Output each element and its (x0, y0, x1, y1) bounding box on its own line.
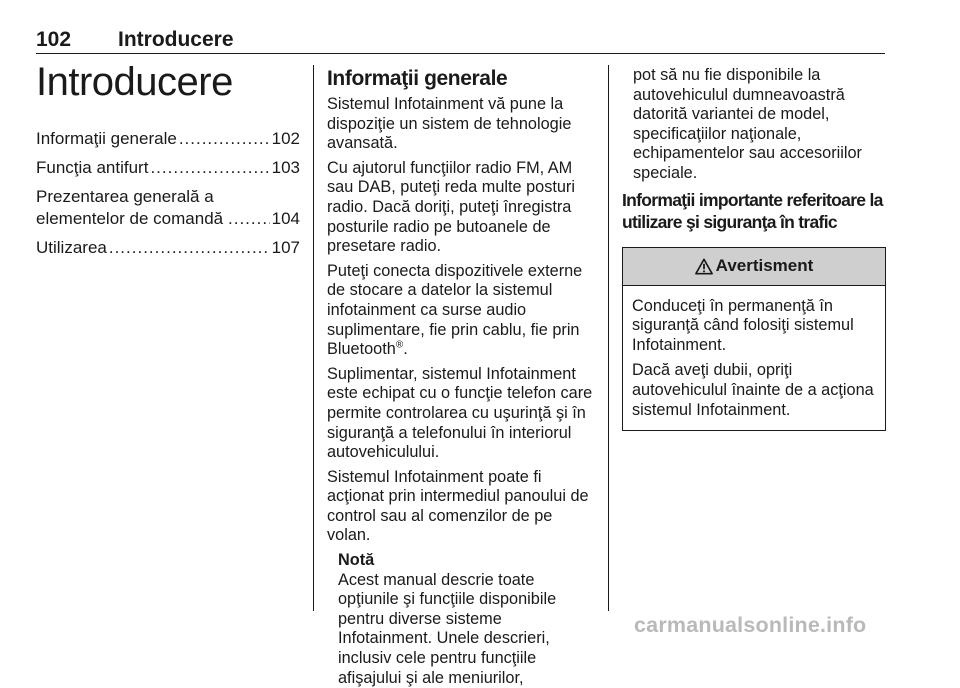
warning-title: Avertisment (715, 256, 814, 276)
chapter-title: Introducere (36, 60, 233, 104)
note-text: Acest manual descrie toate opţiunile şi funcţiile disponibile pentru diverse sisteme Infotainment. Unele descrieri, inclusiv cele pentru funcţiile afişajului şi ale meniurilor, (338, 570, 557, 687)
toc-leader-dots (179, 128, 270, 150)
toc-entry[interactable] (36, 237, 300, 259)
note-block (338, 551, 595, 688)
toc-label: Funcţia antifurt (36, 158, 149, 177)
sentence-period: . (403, 340, 408, 359)
warning-box (622, 247, 886, 432)
toc-leader-dots (228, 208, 270, 230)
toc-entry[interactable] (36, 128, 300, 150)
toc-label: Prezentarea generală a elementelor de comandă (36, 187, 224, 228)
toc-entry[interactable] (36, 186, 300, 230)
toc-page: 107 (271, 238, 300, 257)
warning-header (623, 248, 885, 286)
warning-triangle-icon (695, 258, 713, 275)
watermark: carmanualsonline.info (634, 613, 867, 637)
running-title: Introducere (118, 28, 234, 51)
subsection-title: Informaţii importante referitoare la utilizare şi siguranţa în trafic (622, 189, 883, 232)
chapter-column (36, 58, 300, 266)
paragraph: Suplimentar, sistemul Infotainment este echipat cu o funcţie telefon care permite controlarea cu uşurinţă şi în siguranţă a telefonului în interiorul autovehiculului. (327, 364, 593, 462)
table-of-contents (36, 128, 300, 259)
toc-page: 102 (271, 129, 300, 148)
header-rule (36, 53, 885, 54)
paragraph: Sistemul Infotainment poate fi acţionat prin intermediul panoului de control sau al comenzilor de pe volan. (327, 467, 589, 545)
bluetooth-word: Bluetooth (327, 340, 396, 359)
registered-mark: ® (395, 339, 404, 351)
toc-leader-dots (150, 157, 269, 179)
toc-label: Utilizarea (36, 238, 107, 257)
toc-leader-dots (109, 237, 270, 259)
paragraph-text: Puteţi conecta dispozitivele externe de stocare a datelor la sistemul infotainment ca surse audio suplimentare, fie prin cablu, fie prin (327, 261, 583, 339)
paragraph: Sistemul Infotainment vă pune la dispoziţie un sistem de tehnologie avansată. (327, 95, 572, 153)
toc-entry[interactable] (36, 157, 300, 179)
page-number: 102 (36, 28, 72, 51)
warning-paragraph: Dacă aveţi dubii, opriţi autovehiculul înainte de a acţiona sistemul Infotainment. (632, 361, 874, 419)
paragraph: Cu ajutorul funcţiilor radio FM, AM sau DAB, puteţi reda multe posturi radio. Dacă doriţi, puteţi înregistra posturile radio pe butoanele de presetare radio. (327, 158, 575, 256)
note-continuation: pot să nu fie disponibile la autovehiculul dumneavoastră datorită variantei de model, specificaţiilor naţionale, echipamentelor sau accesoriilor speciale. (633, 66, 862, 182)
column-divider-1 (313, 65, 314, 611)
toc-page: 104 (271, 209, 300, 228)
general-info-column (327, 66, 595, 688)
warning-body (623, 286, 885, 431)
toc-label: Informaţii generale (36, 129, 177, 148)
warning-paragraph: Conduceţi în permanenţă în siguranţă când folosiţi sistemul Infotainment. (632, 296, 854, 354)
section-title: Informaţii generale (327, 67, 508, 90)
paragraph (327, 262, 595, 360)
note-title: Notă (338, 551, 375, 570)
column-divider-2 (608, 65, 609, 611)
safety-column (622, 66, 886, 431)
toc-page: 103 (271, 158, 300, 177)
